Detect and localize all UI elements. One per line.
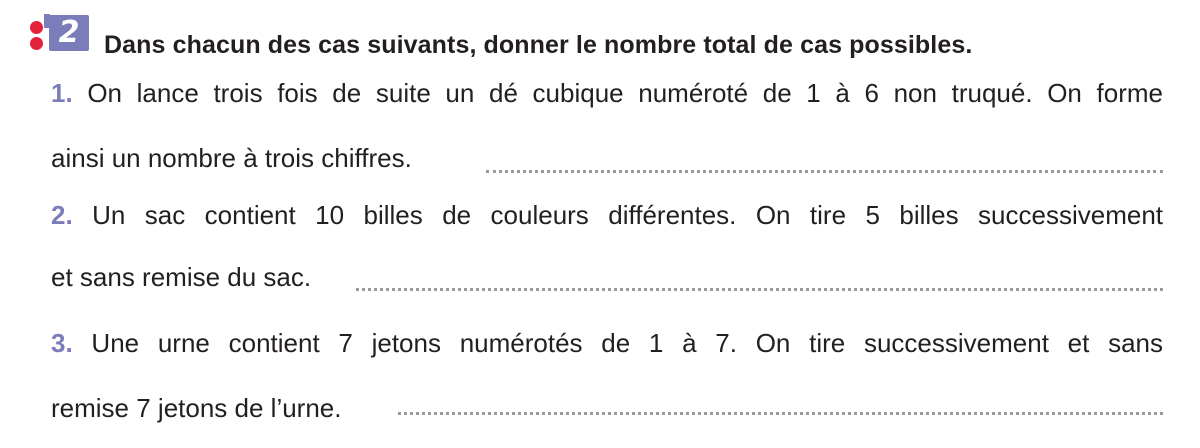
- item-2-text-2: et sans remise du sac.: [51, 262, 312, 292]
- item-3-line-2: [51, 393, 341, 424]
- item-1-line-1: [51, 78, 1163, 109]
- item-2-line-2: [51, 262, 311, 293]
- item-2-number: 2.: [51, 200, 73, 230]
- item-2-line-1: [51, 200, 1163, 231]
- exercise-number: 2: [49, 15, 89, 51]
- dot-top: [30, 21, 43, 34]
- item-2-text-1: Un sac contient 10 billes de couleurs différentes. On tire 5 billes successivement: [92, 200, 1163, 230]
- item-1-answer-line[interactable]: [486, 170, 1163, 173]
- colon-dots-icon: [30, 19, 44, 51]
- item-3-line-1: [51, 328, 1163, 359]
- item-2-answer-line[interactable]: [356, 288, 1163, 291]
- item-1-text-2: ainsi un nombre à trois chiffres.: [51, 143, 412, 173]
- dot-bottom: [30, 37, 43, 50]
- item-3-number: 3.: [51, 328, 73, 358]
- item-1-line-2: [51, 143, 412, 174]
- item-1-number: 1.: [51, 78, 73, 108]
- item-3-text-1: Une urne contient 7 jetons numérotés de 1 à 7. On tire successivement et sans: [91, 328, 1163, 358]
- item-3-answer-line[interactable]: [398, 412, 1163, 415]
- exercise-instruction: Dans chacun des cas suivants, donner le nombre total de cas possibles.: [104, 31, 973, 59]
- item-1-text-1: On lance trois fois de suite un dé cubique numéroté de 1 à 6 non truqué. On forme: [87, 78, 1163, 108]
- exercise-number-badge: [20, 14, 96, 52]
- item-3-text-2: remise 7 jetons de l’urne.: [51, 393, 342, 423]
